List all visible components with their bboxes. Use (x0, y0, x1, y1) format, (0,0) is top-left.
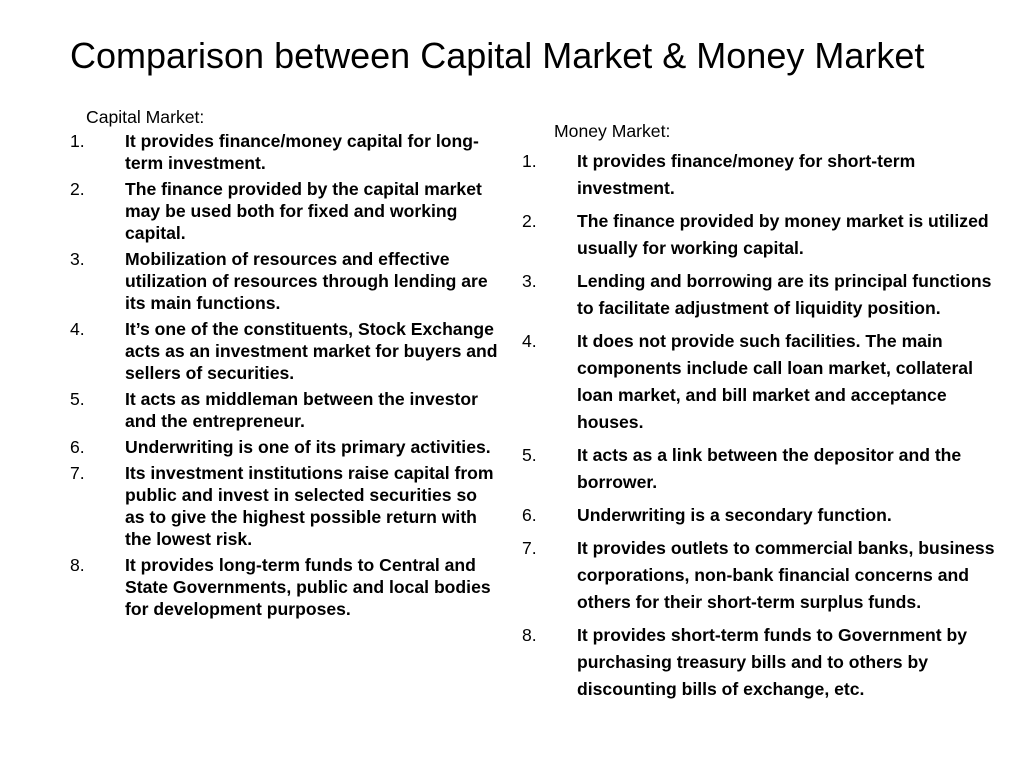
list-item (522, 502, 1002, 529)
capital-market-column (70, 104, 500, 624)
list-item (70, 130, 500, 174)
capital-market-heading: Capital Market: (86, 107, 205, 127)
item-text: It provides finance/money capital for long-term investment. (125, 131, 479, 173)
list-item (522, 622, 1002, 703)
list-item (522, 148, 1002, 202)
list-item (522, 268, 1002, 322)
item-number: 4. (70, 319, 85, 339)
item-text: It does not provide such facilities. The main components include call loan market, collateral loan market, and bill market and acceptance houses. (577, 331, 973, 432)
item-text: It’s one of the constituents, Stock Exchange acts as an investment market for buyers and sellers of securities. (125, 319, 498, 383)
item-text: It provides finance/money for short-term investment. (577, 151, 916, 198)
list-item (70, 248, 500, 314)
list-item (70, 436, 500, 458)
money-market-list (522, 148, 1002, 703)
item-text: The finance provided by the capital market may be used both for fixed and working capital. (125, 179, 482, 243)
item-number: 1. (522, 151, 537, 171)
item-text: It acts as middleman between the investor and the entrepreneur. (125, 389, 478, 431)
item-number: 8. (70, 555, 85, 575)
item-number: 3. (70, 249, 85, 269)
money-market-column (522, 118, 1002, 709)
item-number: 2. (522, 211, 537, 231)
item-number: 3. (522, 271, 537, 291)
item-number: 7. (522, 538, 537, 558)
item-text: Mobilization of resources and effective utilization of resources through lending are its main functions. (125, 249, 488, 313)
item-text: Underwriting is one of its primary activities. (125, 437, 491, 457)
list-item (522, 535, 1002, 616)
item-text: Its investment institutions raise capital from public and invest in selected securities so as to give the highest possible return with the lowest risk. (125, 463, 494, 549)
item-text: Lending and borrowing are its principal functions to facilitate adjustment of liquidity position. (577, 271, 992, 318)
item-number: 2. (70, 179, 85, 199)
item-number: 7. (70, 463, 85, 483)
capital-market-list (70, 130, 500, 620)
item-number: 1. (70, 131, 85, 151)
list-item (70, 388, 500, 432)
item-text: It acts as a link between the depositor and the borrower. (577, 445, 962, 492)
list-item (522, 328, 1002, 436)
list-item (70, 554, 500, 620)
slide-title: Comparison between Capital Market & Money Market (70, 35, 925, 76)
item-text: The finance provided by money market is utilized usually for working capital. (577, 211, 989, 258)
item-number: 6. (522, 505, 537, 525)
item-number: 8. (522, 625, 537, 645)
item-number: 4. (522, 331, 537, 351)
list-item (70, 318, 500, 384)
money-market-heading: Money Market: (554, 121, 671, 141)
item-number: 5. (522, 445, 537, 465)
list-item (70, 462, 500, 550)
item-text: Underwriting is a secondary function. (577, 505, 892, 525)
item-text: It provides outlets to commercial banks, business corporations, non-bank financial concerns and others for their short-term surplus funds. (577, 538, 995, 612)
item-number: 5. (70, 389, 85, 409)
item-number: 6. (70, 437, 85, 457)
list-item (522, 208, 1002, 262)
list-item (522, 442, 1002, 496)
item-text: It provides short-term funds to Government by purchasing treasury bills and to others by discounting bills of exchange, etc. (577, 625, 968, 699)
item-text: It provides long-term funds to Central and State Governments, public and local bodies for development purposes. (125, 555, 491, 619)
list-item (70, 178, 500, 244)
